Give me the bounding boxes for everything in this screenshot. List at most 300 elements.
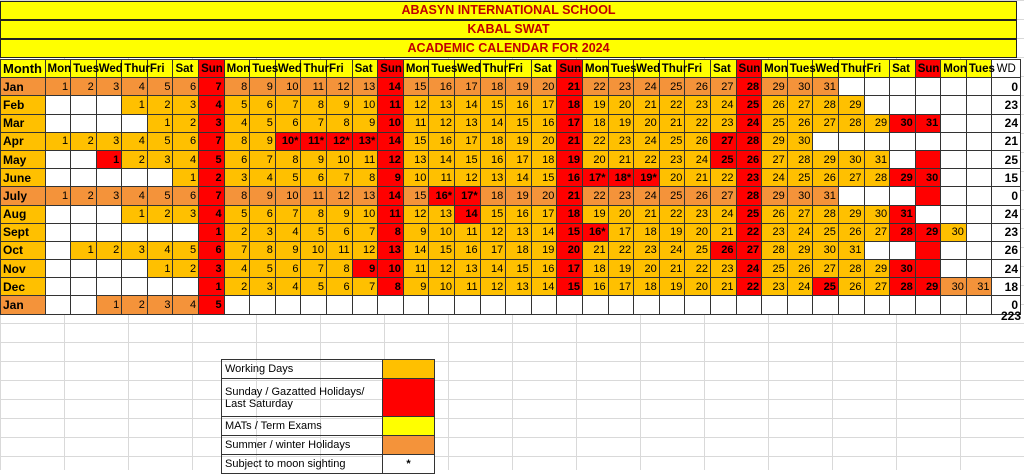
day-cell[interactable] (864, 96, 890, 114)
day-cell[interactable]: 12 (429, 114, 455, 132)
day-cell[interactable]: 6 (173, 132, 199, 150)
day-cell[interactable]: 29 (838, 205, 864, 223)
day-cell[interactable]: 22 (710, 169, 736, 187)
day-cell[interactable]: 17 (608, 278, 634, 296)
day-cell[interactable]: 16 (506, 96, 532, 114)
day-cell[interactable]: 18 (480, 132, 506, 150)
day-cell[interactable] (147, 278, 173, 296)
day-cell[interactable]: 3 (173, 96, 199, 114)
day-cell[interactable]: 22 (736, 223, 762, 241)
day-cell[interactable] (838, 296, 864, 314)
day-cell[interactable] (96, 96, 122, 114)
day-cell[interactable]: 28 (736, 187, 762, 205)
day-cell[interactable]: 31 (838, 241, 864, 259)
day-cell[interactable]: 11 (301, 187, 327, 205)
day-cell[interactable] (966, 187, 992, 205)
day-cell[interactable]: 14 (480, 260, 506, 278)
day-cell[interactable]: 29 (787, 241, 813, 259)
day-cell[interactable]: 22 (736, 278, 762, 296)
day-cell[interactable]: 1 (96, 296, 122, 314)
day-cell[interactable]: 27 (710, 132, 736, 150)
day-cell[interactable]: 3 (224, 169, 250, 187)
day-cell[interactable]: 11 (327, 241, 353, 259)
day-cell[interactable]: 8 (224, 132, 250, 150)
day-cell[interactable]: 7 (301, 114, 327, 132)
day-cell[interactable]: 12 (455, 169, 481, 187)
day-cell[interactable]: 31 (813, 78, 839, 96)
day-cell[interactable]: 26 (762, 205, 788, 223)
day-cell[interactable]: 23 (710, 114, 736, 132)
day-cell[interactable]: 25 (813, 223, 839, 241)
day-cell[interactable]: 29 (864, 260, 890, 278)
day-cell[interactable]: 21 (685, 169, 711, 187)
day-cell[interactable]: 6 (250, 96, 276, 114)
day-cell[interactable] (941, 114, 967, 132)
day-cell[interactable]: 3 (250, 223, 276, 241)
day-cell[interactable]: 10 (275, 78, 301, 96)
day-cell[interactable]: 21 (608, 150, 634, 168)
day-cell[interactable]: 3 (147, 296, 173, 314)
day-cell[interactable]: 1 (199, 223, 225, 241)
day-cell[interactable] (71, 114, 97, 132)
day-cell[interactable]: 30 (787, 78, 813, 96)
day-cell[interactable]: 27 (813, 260, 839, 278)
day-cell[interactable] (864, 187, 890, 205)
day-cell[interactable] (327, 296, 353, 314)
day-cell[interactable]: 12 (480, 223, 506, 241)
day-cell[interactable]: 2 (147, 96, 173, 114)
day-cell[interactable]: 15 (531, 169, 557, 187)
day-cell[interactable]: 23 (710, 260, 736, 278)
day-cell[interactable]: 9 (378, 169, 404, 187)
day-cell[interactable] (122, 169, 148, 187)
day-cell[interactable]: 24 (710, 96, 736, 114)
day-cell[interactable] (966, 150, 992, 168)
day-cell[interactable]: 19 (557, 150, 583, 168)
day-cell[interactable]: 1 (45, 187, 71, 205)
day-cell[interactable]: 13 (455, 260, 481, 278)
day-cell[interactable]: 25 (710, 150, 736, 168)
day-cell[interactable]: 27 (787, 205, 813, 223)
day-cell[interactable]: 28 (736, 78, 762, 96)
day-cell[interactable]: 1 (96, 150, 122, 168)
day-cell[interactable]: 17 (531, 205, 557, 223)
day-cell[interactable]: 23 (634, 241, 660, 259)
day-cell[interactable]: 19 (582, 205, 608, 223)
day-cell[interactable]: 22 (659, 96, 685, 114)
day-cell[interactable]: 24 (634, 187, 660, 205)
day-cell[interactable] (96, 169, 122, 187)
day-cell[interactable] (45, 260, 71, 278)
day-cell[interactable]: 14 (378, 187, 404, 205)
day-cell[interactable]: 21 (582, 241, 608, 259)
day-cell[interactable]: 9 (403, 223, 429, 241)
day-cell[interactable]: 11 (455, 223, 481, 241)
day-cell[interactable]: 22 (634, 150, 660, 168)
day-cell[interactable]: 9 (327, 205, 353, 223)
day-cell[interactable]: 3 (122, 241, 148, 259)
day-cell[interactable]: 28 (838, 260, 864, 278)
day-cell[interactable] (890, 187, 916, 205)
day-cell[interactable]: 10 (352, 205, 378, 223)
day-cell[interactable]: 29 (864, 114, 890, 132)
day-cell[interactable]: 1 (45, 132, 71, 150)
day-cell[interactable]: 5 (147, 132, 173, 150)
day-cell[interactable]: 20 (531, 187, 557, 205)
day-cell[interactable]: 19 (608, 114, 634, 132)
day-cell[interactable]: 22 (659, 205, 685, 223)
day-cell[interactable] (147, 223, 173, 241)
day-cell[interactable] (96, 278, 122, 296)
day-cell[interactable]: 17 (506, 150, 532, 168)
day-cell[interactable]: 3 (96, 132, 122, 150)
day-cell[interactable]: 9 (250, 78, 276, 96)
day-cell[interactable] (301, 296, 327, 314)
day-cell[interactable] (45, 205, 71, 223)
day-cell[interactable]: 10* (275, 132, 301, 150)
day-cell[interactable]: 14 (378, 78, 404, 96)
day-cell[interactable]: 2 (122, 150, 148, 168)
day-cell[interactable]: 26 (762, 96, 788, 114)
day-cell[interactable]: 29 (915, 223, 941, 241)
day-cell[interactable] (864, 132, 890, 150)
day-cell[interactable]: 5 (224, 205, 250, 223)
day-cell[interactable]: 11 (378, 96, 404, 114)
day-cell[interactable] (915, 241, 941, 259)
day-cell[interactable]: 21 (659, 114, 685, 132)
day-cell[interactable]: 29 (890, 169, 916, 187)
day-cell[interactable]: 8 (378, 278, 404, 296)
day-cell[interactable]: 9 (275, 241, 301, 259)
day-cell[interactable]: 30 (864, 205, 890, 223)
day-cell[interactable] (659, 296, 685, 314)
day-cell[interactable]: 11 (378, 205, 404, 223)
day-cell[interactable] (966, 205, 992, 223)
day-cell[interactable]: 24 (710, 205, 736, 223)
day-cell[interactable] (275, 296, 301, 314)
day-cell[interactable]: 2 (71, 187, 97, 205)
day-cell[interactable]: 10 (429, 278, 455, 296)
day-cell[interactable]: 25 (736, 205, 762, 223)
day-cell[interactable]: 15 (557, 223, 583, 241)
day-cell[interactable] (890, 96, 916, 114)
day-cell[interactable]: 13 (480, 169, 506, 187)
day-cell[interactable]: 9 (352, 260, 378, 278)
day-cell[interactable]: 5 (147, 78, 173, 96)
day-cell[interactable]: 21 (659, 260, 685, 278)
day-cell[interactable] (45, 296, 71, 314)
day-cell[interactable]: 11* (301, 132, 327, 150)
day-cell[interactable] (890, 241, 916, 259)
day-cell[interactable] (813, 132, 839, 150)
day-cell[interactable]: 26 (710, 241, 736, 259)
day-cell[interactable]: 10 (327, 150, 353, 168)
day-cell[interactable]: 2 (173, 114, 199, 132)
day-cell[interactable] (915, 260, 941, 278)
day-cell[interactable]: 22 (608, 241, 634, 259)
day-cell[interactable] (173, 223, 199, 241)
day-cell[interactable]: 17 (455, 78, 481, 96)
day-cell[interactable]: 6 (275, 114, 301, 132)
day-cell[interactable]: 5 (173, 241, 199, 259)
day-cell[interactable]: 8 (301, 205, 327, 223)
day-cell[interactable]: 10 (429, 223, 455, 241)
day-cell[interactable]: 21 (557, 187, 583, 205)
day-cell[interactable] (224, 296, 250, 314)
day-cell[interactable]: 18 (480, 187, 506, 205)
day-cell[interactable] (966, 241, 992, 259)
day-cell[interactable]: 24 (634, 132, 660, 150)
day-cell[interactable]: 22 (582, 187, 608, 205)
day-cell[interactable]: 10 (378, 260, 404, 278)
day-cell[interactable]: 20 (531, 132, 557, 150)
day-cell[interactable]: 19 (582, 96, 608, 114)
day-cell[interactable]: 21 (557, 132, 583, 150)
day-cell[interactable] (966, 169, 992, 187)
day-cell[interactable]: 16 (455, 241, 481, 259)
day-cell[interactable]: 29 (838, 96, 864, 114)
day-cell[interactable]: 16* (429, 187, 455, 205)
day-cell[interactable] (941, 187, 967, 205)
day-cell[interactable] (71, 260, 97, 278)
day-cell[interactable]: 3 (96, 187, 122, 205)
day-cell[interactable]: 24 (634, 78, 660, 96)
day-cell[interactable]: 2 (122, 296, 148, 314)
day-cell[interactable]: 18 (634, 278, 660, 296)
day-cell[interactable]: 12 (403, 205, 429, 223)
day-cell[interactable]: 11 (455, 278, 481, 296)
day-cell[interactable]: 16 (531, 114, 557, 132)
day-cell[interactable]: 28 (813, 205, 839, 223)
day-cell[interactable]: 6 (173, 187, 199, 205)
day-cell[interactable]: 3 (199, 114, 225, 132)
day-cell[interactable]: 14 (531, 278, 557, 296)
day-cell[interactable]: 5 (147, 187, 173, 205)
day-cell[interactable] (685, 296, 711, 314)
day-cell[interactable]: 20 (685, 223, 711, 241)
day-cell[interactable] (941, 169, 967, 187)
day-cell[interactable]: 14 (455, 96, 481, 114)
day-cell[interactable]: 4 (122, 187, 148, 205)
day-cell[interactable] (736, 296, 762, 314)
day-cell[interactable] (941, 296, 967, 314)
day-cell[interactable]: 8 (327, 260, 353, 278)
day-cell[interactable]: 14 (403, 241, 429, 259)
day-cell[interactable]: 25 (813, 278, 839, 296)
day-cell[interactable] (838, 187, 864, 205)
day-cell[interactable]: 19 (659, 223, 685, 241)
day-cell[interactable]: 29 (762, 78, 788, 96)
day-cell[interactable]: 9 (301, 150, 327, 168)
day-cell[interactable]: 14 (429, 150, 455, 168)
day-cell[interactable]: 8 (224, 187, 250, 205)
day-cell[interactable]: 1 (147, 114, 173, 132)
day-cell[interactable] (506, 296, 532, 314)
day-cell[interactable]: 8 (250, 241, 276, 259)
day-cell[interactable]: 3 (199, 260, 225, 278)
day-cell[interactable]: 28 (736, 132, 762, 150)
day-cell[interactable] (96, 114, 122, 132)
day-cell[interactable]: 20 (557, 241, 583, 259)
day-cell[interactable] (45, 278, 71, 296)
day-cell[interactable]: 23 (608, 132, 634, 150)
day-cell[interactable]: 10 (352, 96, 378, 114)
day-cell[interactable]: 26 (736, 150, 762, 168)
day-cell[interactable]: 25 (659, 78, 685, 96)
day-cell[interactable]: 15 (455, 150, 481, 168)
day-cell[interactable]: 3 (147, 150, 173, 168)
day-cell[interactable]: 2 (199, 169, 225, 187)
day-cell[interactable]: 14 (378, 132, 404, 150)
day-cell[interactable]: 4 (173, 150, 199, 168)
day-cell[interactable]: 17 (557, 260, 583, 278)
day-cell[interactable]: 22 (582, 78, 608, 96)
day-cell[interactable]: 28 (838, 114, 864, 132)
day-cell[interactable]: 25 (685, 241, 711, 259)
day-cell[interactable]: 26 (813, 169, 839, 187)
day-cell[interactable]: 4 (173, 296, 199, 314)
day-cell[interactable] (96, 260, 122, 278)
day-cell[interactable] (890, 296, 916, 314)
day-cell[interactable]: 22 (685, 114, 711, 132)
day-cell[interactable]: 20 (634, 260, 660, 278)
day-cell[interactable]: 20 (582, 150, 608, 168)
day-cell[interactable]: 2 (96, 241, 122, 259)
day-cell[interactable]: 18 (506, 241, 532, 259)
day-cell[interactable]: 18 (557, 96, 583, 114)
day-cell[interactable]: 6 (275, 260, 301, 278)
day-cell[interactable] (378, 296, 404, 314)
day-cell[interactable]: 15 (403, 187, 429, 205)
day-cell[interactable] (173, 278, 199, 296)
day-cell[interactable]: 30 (813, 241, 839, 259)
day-cell[interactable]: 16 (429, 132, 455, 150)
day-cell[interactable]: 19* (634, 169, 660, 187)
day-cell[interactable]: 7 (250, 150, 276, 168)
day-cell[interactable]: 13 (352, 78, 378, 96)
day-cell[interactable]: 25 (659, 187, 685, 205)
day-cell[interactable]: 28 (890, 223, 916, 241)
day-cell[interactable]: 6 (250, 205, 276, 223)
day-cell[interactable]: 18 (557, 205, 583, 223)
day-cell[interactable] (890, 150, 916, 168)
day-cell[interactable] (966, 114, 992, 132)
day-cell[interactable]: 16 (429, 78, 455, 96)
day-cell[interactable]: 23 (608, 187, 634, 205)
day-cell[interactable]: 9 (250, 187, 276, 205)
day-cell[interactable]: 11 (352, 150, 378, 168)
day-cell[interactable] (813, 296, 839, 314)
day-cell[interactable]: 2 (71, 78, 97, 96)
day-cell[interactable]: 9 (250, 132, 276, 150)
day-cell[interactable]: 31 (890, 205, 916, 223)
day-cell[interactable]: 15 (506, 114, 532, 132)
day-cell[interactable] (71, 278, 97, 296)
day-cell[interactable]: 12 (378, 150, 404, 168)
day-cell[interactable]: 17 (531, 96, 557, 114)
day-cell[interactable]: 1 (122, 205, 148, 223)
day-cell[interactable]: 10 (378, 114, 404, 132)
day-cell[interactable] (45, 169, 71, 187)
day-cell[interactable] (915, 132, 941, 150)
day-cell[interactable]: 24 (685, 150, 711, 168)
day-cell[interactable]: 13 (429, 96, 455, 114)
day-cell[interactable]: 20 (608, 96, 634, 114)
day-cell[interactable]: 8 (352, 169, 378, 187)
day-cell[interactable]: 5 (301, 278, 327, 296)
day-cell[interactable]: 20 (685, 278, 711, 296)
day-cell[interactable] (864, 296, 890, 314)
day-cell[interactable]: 5 (301, 223, 327, 241)
day-cell[interactable]: 23 (659, 150, 685, 168)
day-cell[interactable]: 23 (736, 169, 762, 187)
day-cell[interactable]: 27 (736, 241, 762, 259)
day-cell[interactable] (966, 296, 992, 314)
day-cell[interactable]: 4 (275, 278, 301, 296)
day-cell[interactable]: 7 (275, 96, 301, 114)
day-cell[interactable]: 17 (480, 241, 506, 259)
day-cell[interactable] (45, 150, 71, 168)
day-cell[interactable]: 22 (582, 132, 608, 150)
day-cell[interactable]: 7 (327, 169, 353, 187)
day-cell[interactable]: 11 (429, 169, 455, 187)
day-cell[interactable]: 25 (762, 260, 788, 278)
day-cell[interactable]: 4 (122, 132, 148, 150)
day-cell[interactable] (941, 78, 967, 96)
day-cell[interactable]: 5 (199, 296, 225, 314)
day-cell[interactable] (941, 260, 967, 278)
day-cell[interactable]: 27 (710, 187, 736, 205)
day-cell[interactable]: 26 (787, 114, 813, 132)
day-cell[interactable]: 21 (634, 205, 660, 223)
day-cell[interactable] (71, 96, 97, 114)
day-cell[interactable]: 7 (199, 187, 225, 205)
day-cell[interactable]: 2 (173, 260, 199, 278)
day-cell[interactable]: 27 (864, 223, 890, 241)
day-cell[interactable] (45, 241, 71, 259)
day-cell[interactable] (403, 296, 429, 314)
day-cell[interactable]: 4 (224, 114, 250, 132)
day-cell[interactable] (966, 260, 992, 278)
day-cell[interactable]: 24 (736, 114, 762, 132)
day-cell[interactable]: 30 (915, 169, 941, 187)
day-cell[interactable]: 4 (224, 260, 250, 278)
day-cell[interactable] (608, 296, 634, 314)
day-cell[interactable]: 17 (608, 223, 634, 241)
day-cell[interactable]: 23 (608, 78, 634, 96)
day-cell[interactable]: 15 (403, 78, 429, 96)
day-cell[interactable]: 5 (199, 150, 225, 168)
day-cell[interactable]: 28 (787, 150, 813, 168)
day-cell[interactable] (71, 150, 97, 168)
day-cell[interactable]: 20 (634, 114, 660, 132)
day-cell[interactable] (890, 132, 916, 150)
day-cell[interactable]: 13 (429, 205, 455, 223)
day-cell[interactable]: 20 (531, 78, 557, 96)
day-cell[interactable]: 15 (557, 278, 583, 296)
day-cell[interactable]: 5 (250, 114, 276, 132)
day-cell[interactable]: 8 (224, 78, 250, 96)
day-cell[interactable] (634, 296, 660, 314)
day-cell[interactable]: 18* (608, 169, 634, 187)
day-cell[interactable]: 15 (506, 260, 532, 278)
day-cell[interactable]: 12* (327, 132, 353, 150)
day-cell[interactable]: 31 (915, 114, 941, 132)
day-cell[interactable]: 18 (480, 78, 506, 96)
day-cell[interactable]: 22 (685, 260, 711, 278)
day-cell[interactable]: 18 (531, 150, 557, 168)
day-cell[interactable] (941, 132, 967, 150)
